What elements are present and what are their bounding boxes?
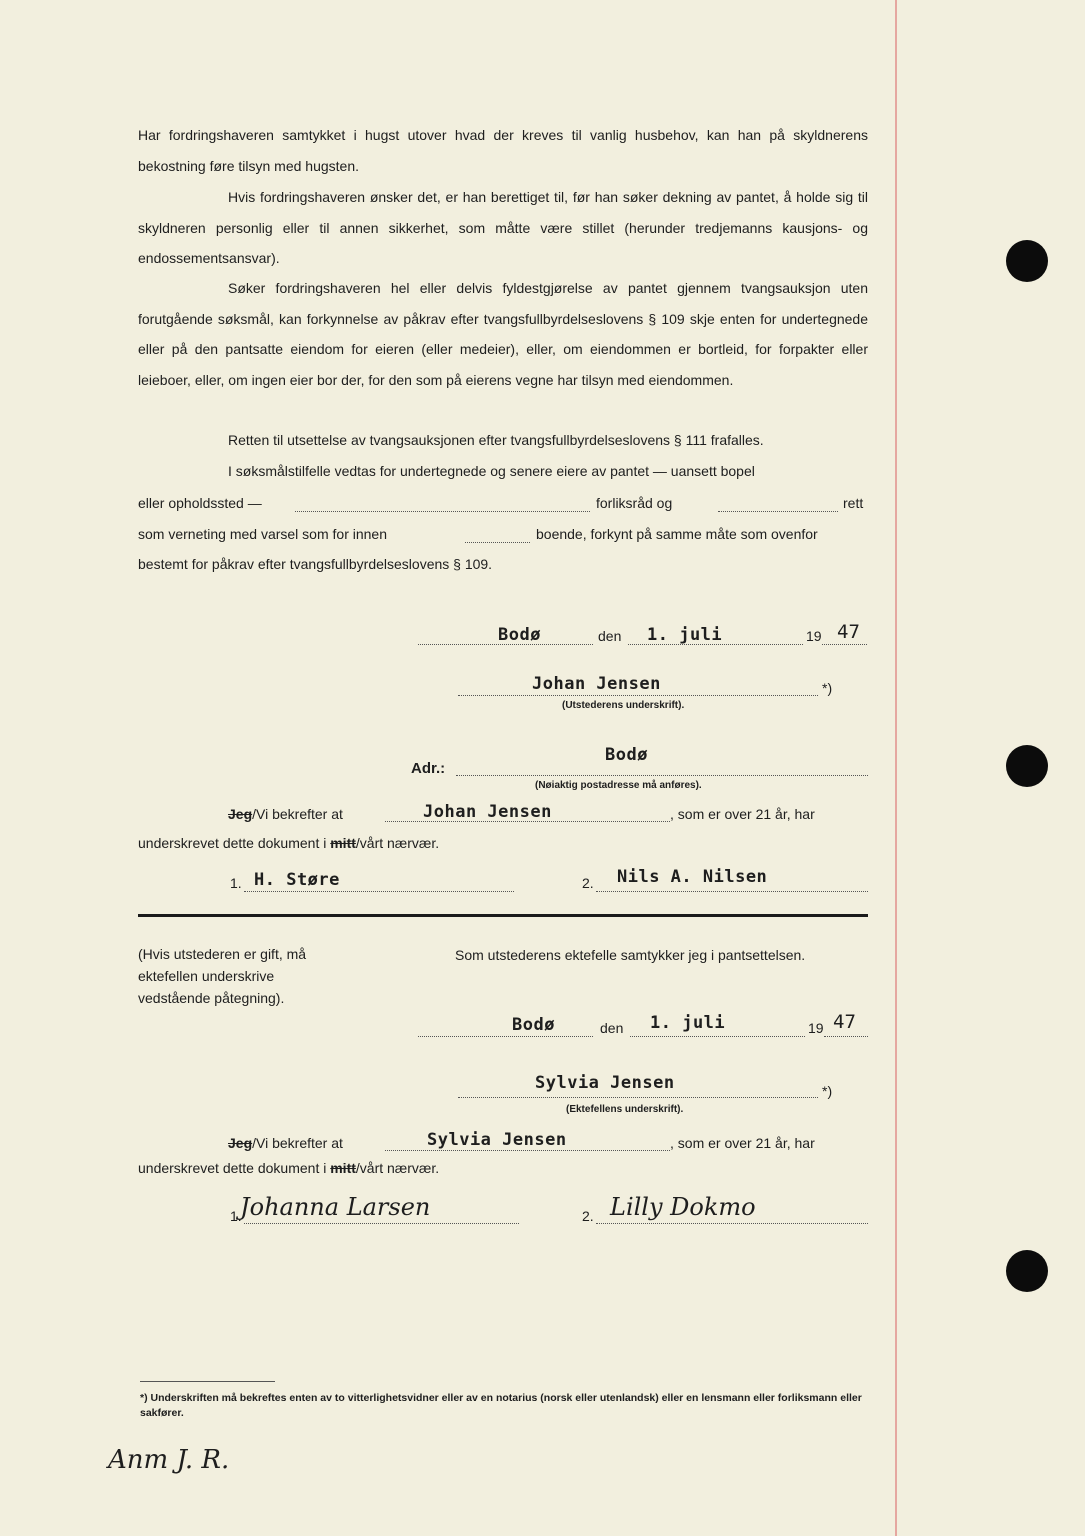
witness-1-handwritten-signature: Johanna Larsen [240,1193,431,1221]
witness-number: 2. [582,875,594,891]
paragraph-hugst: Har fordringshaveren samtykket i hugst utover hvad der kreves til vanlig husbehov, kan han på skyldnerens bekostning føre tilsyn med hugsten. [138,127,868,174]
witness-subject-name: Johan Jensen [423,802,552,822]
margin-line [895,0,897,1536]
witness-subject-name: Sylvia Jensen [427,1130,567,1150]
blank-line [456,774,868,776]
blank-line [295,510,590,512]
issuer-signature: Johan Jensen [532,674,661,694]
footnote-mark: *) [822,1083,833,1099]
venue-text: boende, forkynt på samme måte som ovenfor [536,526,818,542]
witness-number: 2. [582,1208,594,1224]
blank-line [822,643,867,645]
witness-2-name: Nils A. Nilsen [617,867,768,887]
venue-text: forliksråd og [596,495,673,511]
paragraph-verneting: I søksmålstilfelle vedtas for undertegnede og senere eiere av pantet — uansett bopel [228,463,755,479]
paragraph-tvangsauksjon: Søker fordringshaveren hel eller delvis fyldestgjørelse av pantet gjennem tvangsauksjon uten forutgående søksmål, kan forkynnelse av påkrav efter tvangsfullbyrdelseslovens § 109 skje enten for undertegnede eller på den pantsatte eiendom for eieren (eller medeier), eller, om eiendommen er bortleid, for forpakter eller leieboer, eller, om ingen eier bor der, for den som på eierens vegne har tilsyn med eiendommen. [138,280,868,388]
witness-intro: Jeg/Vi bekrefter at [228,1135,343,1151]
witness-number: 1. [230,1208,242,1224]
spouse-note: (Hvis utstederen er gift, må ektefellen underskrive vedstående påtegning). [138,946,307,1006]
spouse-place: Bodø [512,1015,555,1035]
blank-line [458,694,818,696]
blank-line [596,1222,868,1224]
signature-caption: (Utstederens underskrift). [562,700,685,711]
footnote-rule [140,1381,275,1382]
punch-hole [1006,745,1048,787]
den-label: den [600,1020,624,1036]
issuer-date: 1. juli [647,625,723,645]
venue-text: rett [843,495,864,511]
issuer-year: 47 [837,621,860,643]
witness-line2: underskrevet dette dokument i mitt/vårt nærvær. [138,835,440,851]
venue-text: bestemt for påkrav efter tvangsfullbyrdelseslovens § 109. [138,556,493,572]
blank-line [630,1035,805,1037]
blank-line [418,1035,593,1037]
year-prefix: 19 [808,1020,824,1036]
year-prefix: 19 [806,628,822,644]
blank-line [718,510,838,512]
blank-line [824,1035,868,1037]
den-label: den [598,628,622,644]
punch-hole [1006,1250,1048,1292]
blank-line [465,541,530,543]
witness-2-handwritten-signature: Lilly Dokmo [610,1193,756,1221]
spouse-signature: Sylvia Jensen [535,1073,675,1093]
issuer-place: Bodø [498,625,541,645]
blank-line [244,1222,519,1224]
spouse-consent: Som utstederens ektefelle samtykker jeg i pantsettelsen. [455,947,806,963]
venue-text: eller opholdssted — [138,495,262,511]
witness-number: 1. [230,875,242,891]
handwritten-initials: Anm J. R. [108,1445,230,1475]
blank-line [458,1096,818,1098]
witness-1-name: H. Støre [254,870,340,890]
footnote-mark: *) [822,680,833,696]
spouse-year: 47 [833,1011,856,1033]
witness-line2: underskrevet dette dokument i mitt/vårt nærvær. [138,1160,440,1176]
signature-caption: (Ektefellens underskrift). [566,1104,684,1115]
section-divider [138,914,868,917]
witness-intro: Jeg/Vi bekrefter at [228,806,343,822]
footnote: *) Underskriften må bekreftes enten av to vitterlighetsvidner eller av en notarius (norsk eller utenlandsk) eller en lensmann eller forliksmann eller sakfører. [140,1392,862,1419]
blank-line [596,890,868,892]
witness-suffix: , som er over 21 år, har [670,1135,815,1151]
witness-suffix: , som er over 21 år, har [670,806,815,822]
punch-hole [1006,240,1048,282]
paragraph-utsettelse: Retten til utsettelse av tvangsauksjonen efter tvangsfullbyrdelseslovens § 111 frafalles. [228,432,764,448]
spouse-date: 1. juli [650,1013,726,1033]
address-caption: (Nøiaktig postadresse må anføres). [535,780,702,791]
address-value: Bodø [605,745,648,765]
paragraph-kausjon: Hvis fordringshaveren ønsker det, er han berettiget til, før han søker dekning av pantet, å holde sig til skyldneren personlig eller til annen sikkerhet, som måtte være stillet (herunder tredjemanns kausjons- og endossementsansvar). [138,189,868,266]
venue-text: som verneting med varsel som for innen [138,526,387,542]
address-label: Adr.: [411,760,446,777]
blank-line [244,890,514,892]
